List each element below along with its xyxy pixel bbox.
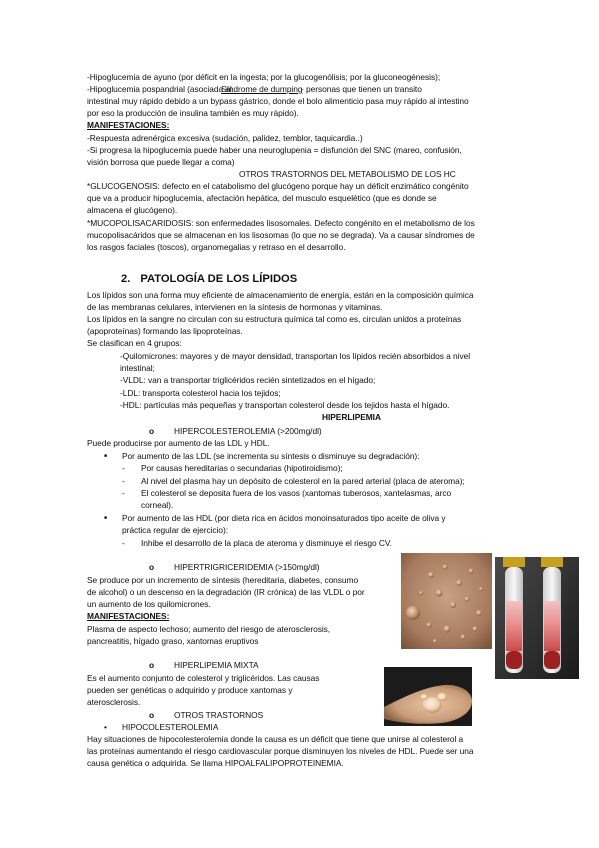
text-line: las proteínas aumentando el riesgo cardiovascular porque disminuyen los niveles de HDL. Puede ser una <box>87 746 474 756</box>
text-line: aterosclerosis. <box>87 697 141 707</box>
text-line: un aumento de los quilomicrones. <box>87 599 211 609</box>
text-line: -Hipoglucemia de ayuno (por déficit en la ingesta; por la glucogenólisis; por la gluconeogénesis); <box>87 72 441 82</box>
text-line: Hay situaciones de hipocolesterolemia donde la causa es un déficit que tiene que unirse al colesterol a <box>87 734 464 744</box>
tuberous-xanthoma-photo <box>384 667 472 726</box>
eruptive-xanthoma-photo <box>401 553 492 649</box>
text-line: HIPERTRIGRICERIDEMIA (>150mg/dl) <box>174 562 320 572</box>
text-line: Se clasifican en 4 grupos: <box>87 338 182 348</box>
text-line: o <box>149 426 155 436</box>
text-line: - <box>122 488 125 498</box>
text-line: intestinal; <box>120 363 155 373</box>
text-line: *GLUCOGENOSIS: defecto en el catabolismo del glucógeno porque hay un déficit enzimático congénito <box>87 181 469 191</box>
text-line: - personas que tienen un transito <box>301 84 422 94</box>
text-line: HIPOCOLESTEROLEMIA <box>122 722 219 732</box>
text-line: almacena el glucógeno). <box>87 205 178 215</box>
text-line: los rasgos faciales (toscos), organomegalias y retraso en el desarrollo. <box>87 242 346 252</box>
text-line: -HDL: partículas más pequeñas y transportan colesterol desde los tejidos hasta el hígado. <box>120 400 450 410</box>
text-line: - <box>122 538 125 548</box>
text-line: intestinal muy rápido debido a un bypass gástrico, donde el bolo alimenticio pasa muy rápido al intestino <box>87 96 469 106</box>
section-title: PATOLOGÍA DE LOS LÍPIDOS <box>140 273 298 285</box>
text-line: o <box>149 660 155 670</box>
text-line: MANIFESTACIONES: <box>87 120 170 130</box>
text-line: HIPERLIPEMIA MIXTA <box>174 660 259 670</box>
section-heading <box>121 272 297 286</box>
text-line: ■ <box>104 453 107 459</box>
text-line: HIPERLIPEMIA <box>322 412 381 422</box>
text-line: Puede producirse por aumento de las LDL y HDL. <box>87 438 270 448</box>
text-line: Los lípidos son una forma muy eficiente de almacenamiento de energía, están en la composición química <box>87 290 474 300</box>
text-line: Es el aumento conjunto de colesterol y triglicéridos. Las causas <box>87 673 320 683</box>
text-line: que va a producir hipoglucemia, afectación hepática, del musculo esquelético (que es donde se <box>87 193 437 203</box>
text-line: • <box>104 722 107 732</box>
lipemic-plasma-tubes-photo <box>495 557 579 679</box>
text-line: -LDL: transporta colesterol hacia los tejidos; <box>120 388 281 398</box>
text-line: pueden ser genéticas o adquirido y produce xantomas y <box>87 685 293 695</box>
text-line: Síndrome de dumping <box>221 84 303 94</box>
text-line: mucopolisacáridos que se almacenan en los lisosomas (lo que no se degrada). Va a causar síndromes de <box>87 230 475 240</box>
text-line: Inhibe el desarrollo de la placa de ateroma y disminuye el riesgo CV. <box>141 538 392 548</box>
text-line: Por aumento de las HDL (por dieta rica en ácidos monoinsaturados tipo aceite de oliva y <box>122 513 446 523</box>
text-line: HIPERCOLESTEROLEMIA (>200mg/dl) <box>174 426 322 436</box>
text-line: OTROS TRASTORNOS DEL METABOLISMO DE LOS HC <box>239 169 456 179</box>
text-line: práctica regular de ejercicio): <box>122 525 228 535</box>
text-line: pancreatitis, hígado graso, xantomas eruptivos <box>87 636 259 646</box>
text-line: *MUCOPOLISACARIDOSIS: son enfermedades lisosomales. Defecto congénito en el metabolismo de los <box>87 218 475 228</box>
text-line: -Hipoglucemia pospandrial (asociada al <box>87 84 232 94</box>
text-line: - <box>122 476 125 486</box>
text-line: Los lípidos en la sangre no circulan con su estructura química tal como es, circulan unidos a proteínas <box>87 314 462 324</box>
text-line: corneal). <box>141 500 174 510</box>
text-line: por eso la producción de insulina también es muy rápido). <box>87 108 299 118</box>
section-number: 2. <box>121 273 131 285</box>
text-line: Se produce por un incremento de síntesis (hereditaria, diabetes, consumo <box>87 575 359 585</box>
text-line: visión borrosa que puede llegar a coma) <box>87 157 235 167</box>
text-line: Por causas hereditarias o secundarias (hipotiroidismo); <box>141 463 343 473</box>
text-line: MANIFESTACIONES: <box>87 611 170 621</box>
text-line: -Si progresa la hipoglucemia puede haber una neuroglupenia = disfunción del SNC (mareo, confusión, <box>87 145 462 155</box>
text-line: (apoproteínas) formando las lipoproteínas. <box>87 326 243 336</box>
text-line: causa genética o adquirida. Se llama HIPOALFALIPOPROTEINEMIA. <box>87 758 344 768</box>
text-line: - <box>122 463 125 473</box>
text-line: -VLDL: van a transportar triglicéridos recién sintetizados en el hígado; <box>120 375 376 385</box>
text-line: de las membranas celulares, intervienen en la síntesis de hormonas y vitaminas. <box>87 302 383 312</box>
text-line: -Quilomicrones: mayores y de mayor densidad, transportan los lípidos recién absorbidos a nivel <box>120 351 471 361</box>
text-line: o <box>149 710 155 720</box>
text-line: Por aumento de las LDL (se incrementa su síntesis o disminuye su degradación): <box>122 451 420 461</box>
text-line: OTROS TRASTORNOS <box>174 710 264 720</box>
text-line: o <box>149 562 155 572</box>
text-line: ■ <box>104 515 107 521</box>
text-line: Plasma de aspecto lechoso; aumento del riesgo de aterosclerosis, <box>87 624 331 634</box>
text-line: de alcohol) o un descenso en la degradación (IR crónica) de las VLDL o por <box>87 587 365 597</box>
text-line: El colesterol se deposita fuera de los vasos (xantomas tuberosos, xantelasmas, arco <box>141 488 452 498</box>
text-line: -Respuesta adrenérgica excesiva (sudación, palidez, temblor, taquicardia..) <box>87 133 363 143</box>
text-line: Al nivel del plasma hay un depósito de colesterol en la pared arterial (placa de ateroma); <box>141 476 465 486</box>
